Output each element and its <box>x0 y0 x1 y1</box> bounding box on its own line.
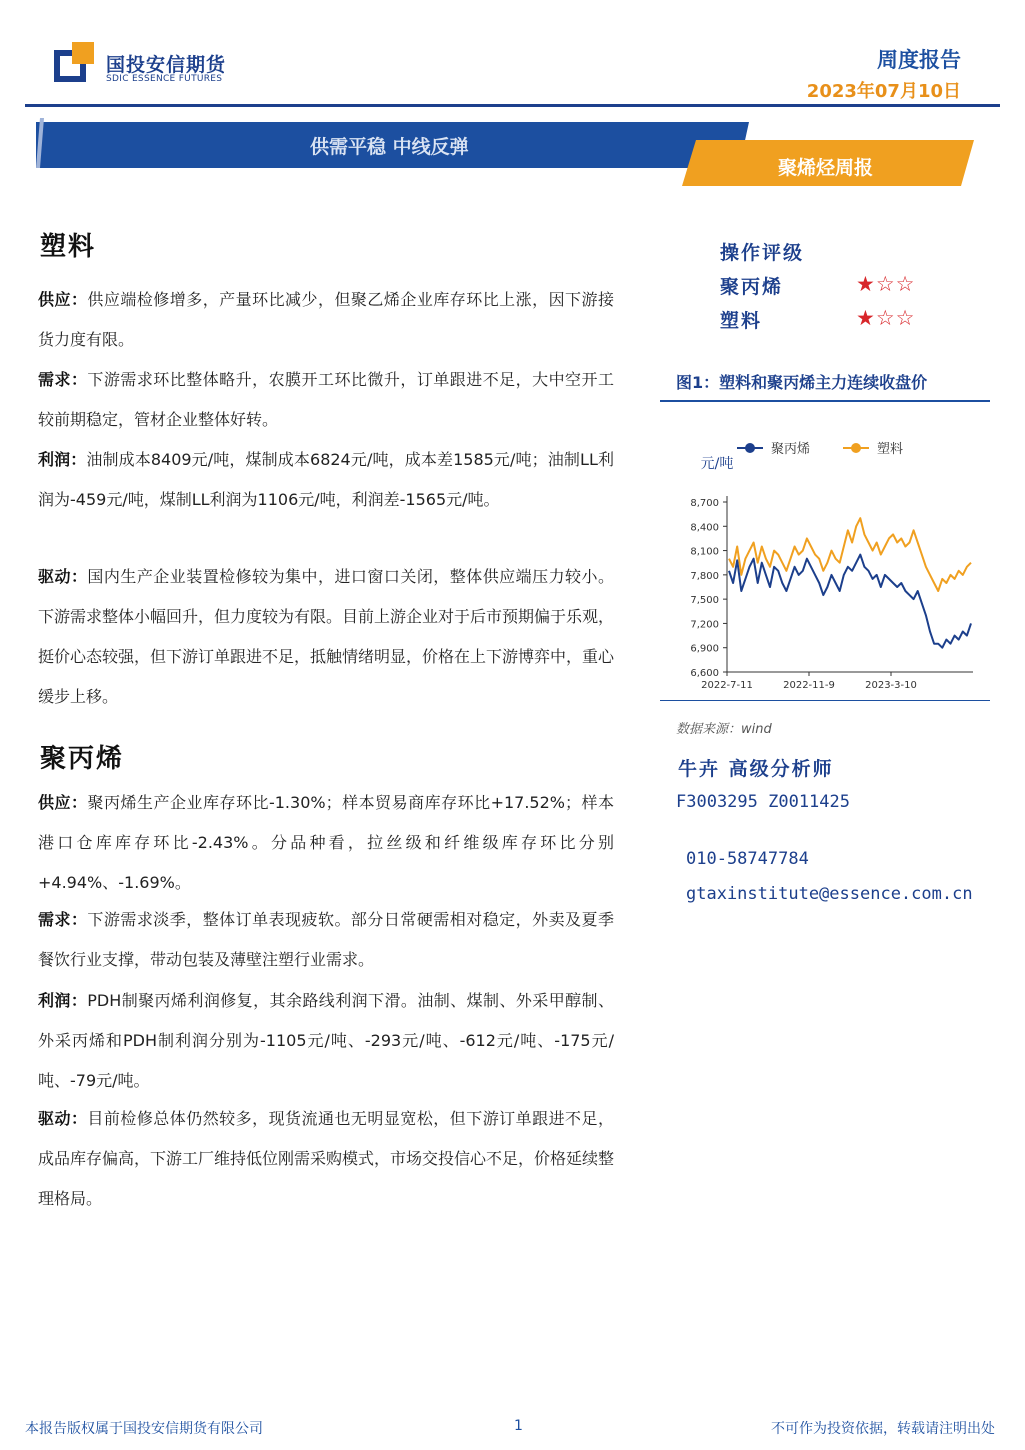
rating-row-plastic <box>720 306 940 334</box>
legend-label: 塑料 <box>877 442 904 457</box>
logo-mark-icon <box>54 42 94 82</box>
price-line-chart <box>665 420 985 695</box>
rating-heading: 操作评级 <box>720 242 805 264</box>
rating-name: 塑料 <box>720 310 763 332</box>
pp-profit-paragraph <box>38 981 614 1101</box>
pp-section-title: 聚丙烯 <box>40 744 125 774</box>
page-number: 1 <box>514 1418 523 1434</box>
pp-supply-text: 聚丙烯生产企业库存环比-1.30%；样本贸易商库存环比+17.52%；样本港口仓库库存环比-2.43%。分品种看，拉丝级和纤维级库存环比分别+4.94%、-1.69%。 <box>38 793 614 892</box>
pp-demand-text: 下游需求淡季，整体订单表现疲软。部分日常硬需相对稳定，外卖及夏季餐饮行业支撑，带动包装及薄壁注塑行业需求。 <box>38 910 614 969</box>
y-tick-label: 6,600 <box>690 668 719 679</box>
plastic-supply-text: 供应端检修增多，产量环比减少，但聚乙烯企业库存环比上涨，因下游接货力度有限。 <box>38 290 614 349</box>
y-tick-label: 7,200 <box>690 619 719 631</box>
plastic-demand-label: 需求： <box>38 370 88 389</box>
plastic-section-title: 塑料 <box>40 232 97 262</box>
y-tick-label: 8,100 <box>690 546 719 558</box>
analyst-cert-number: F3003295 Z0011425 <box>676 792 850 812</box>
star-rating-icon: ★☆☆ <box>856 306 916 330</box>
banner-title: 供需平稳 中线反弹 <box>310 136 469 158</box>
analyst-name: 牛卉 高级分析师 <box>678 758 834 780</box>
footer-copyright: 本报告版权属于国投安信期货有限公司 <box>25 1421 263 1437</box>
logo-cn-text: 国投安信期货 <box>106 54 227 76</box>
y-tick-label: 7,500 <box>690 595 719 607</box>
pp-demand-paragraph <box>38 900 614 980</box>
pp-driver-text: 目前检修总体仍然较多，现货流通也无明显宽松，但下游订单跟进不足，成品库存偏高，下游工厂维持低位刚需采购模式，市场交投信心不足，价格延续整理格局。 <box>38 1109 615 1208</box>
figure-top-rule <box>660 400 990 402</box>
chart-series <box>729 518 971 648</box>
analyst-email[interactable]: gtaxinstitute@essence.com.cn <box>686 884 973 904</box>
pp-driver-label: 驱动： <box>38 1109 88 1128</box>
pp-supply-paragraph <box>38 783 614 903</box>
y-tick-label: 6,900 <box>690 643 719 655</box>
report-type: 周度报告 <box>877 48 961 72</box>
pp-supply-label: 供应： <box>38 793 88 812</box>
plastic-driver-paragraph <box>38 557 614 717</box>
pp-demand-label: 需求： <box>38 910 88 929</box>
company-logo <box>54 42 234 86</box>
footer-disclaimer: 不可作为投资依据，转载请注明出处 <box>771 1421 995 1437</box>
chart-legend <box>737 441 903 457</box>
rating-name: 聚丙烯 <box>720 276 784 298</box>
legend-marker-icon <box>745 443 755 453</box>
pp-profit-label: 利润： <box>38 991 88 1010</box>
x-tick-label: 2022-7-11 <box>701 680 753 691</box>
series-line-塑料 <box>729 518 971 591</box>
star-rating-icon: ★☆☆ <box>856 272 916 296</box>
data-source: 数据来源：wind <box>676 722 772 737</box>
plastic-profit-paragraph <box>38 440 614 520</box>
series-line-聚丙烯 <box>729 555 971 648</box>
plastic-driver-label: 驱动： <box>38 567 88 586</box>
plastic-profit-text: 油制成本8409元/吨，煤制成本6824元/吨，成本差1585元/吨；油制LL利润为-459元/吨，煤制LL利润为1106元/吨，利润差-1565元/吨。 <box>38 450 614 509</box>
y-tick-label: 8,400 <box>690 522 719 534</box>
y-tick-label: 8,700 <box>690 498 719 509</box>
plastic-demand-text: 下游需求环比整体略升，农膜开工环比微升，订单跟进不足，大中空开工较前期稳定，管材企业整体好转。 <box>38 370 614 429</box>
legend-label: 聚丙烯 <box>771 442 811 457</box>
plastic-demand-paragraph <box>38 360 614 440</box>
legend-marker-icon <box>851 443 861 453</box>
header-divider <box>25 104 1000 107</box>
chart-axes <box>690 496 973 691</box>
x-tick-label: 2022-11-9 <box>783 680 835 691</box>
x-tick-label: 2023-3-10 <box>865 680 917 691</box>
pp-driver-paragraph <box>38 1099 614 1219</box>
y-tick-label: 7,800 <box>690 570 719 582</box>
report-date: 2023年07月10日 <box>806 81 961 102</box>
figure-title: 图1：塑料和聚丙烯主力连续收盘价 <box>676 373 928 392</box>
analyst-phone: 010-58747784 <box>686 849 809 869</box>
plastic-supply-paragraph <box>38 280 614 360</box>
banner-subtitle: 聚烯烃周报 <box>778 157 874 179</box>
rating-row-pp <box>720 272 940 300</box>
logo-en-text: SDIC ESSENCE FUTURES <box>106 74 223 84</box>
plastic-driver-text: 国内生产企业装置检修较为集中，进口窗口关闭，整体供应端压力较小。下游需求整体小幅回升，但力度较为有限。目前上游企业对于后市预期偏于乐观，挺价心态较强，但下游订单跟进不足，抵触情绪明显，价格在上下游博弈中，重心缓步上移。 <box>38 567 615 706</box>
plastic-supply-label: 供应： <box>38 290 88 309</box>
figure-bottom-rule <box>660 700 990 701</box>
plastic-profit-label: 利润： <box>38 450 87 469</box>
pp-profit-text: PDH制聚丙烯利润修复，其余路线利润下滑。油制、煤制、外采甲醇制、外采丙烯和PDH制利润分别为-1105元/吨、-293元/吨、-612元/吨、-175元/吨、-79元/吨。 <box>38 991 614 1090</box>
y-axis-label: 元/吨 <box>700 456 734 472</box>
